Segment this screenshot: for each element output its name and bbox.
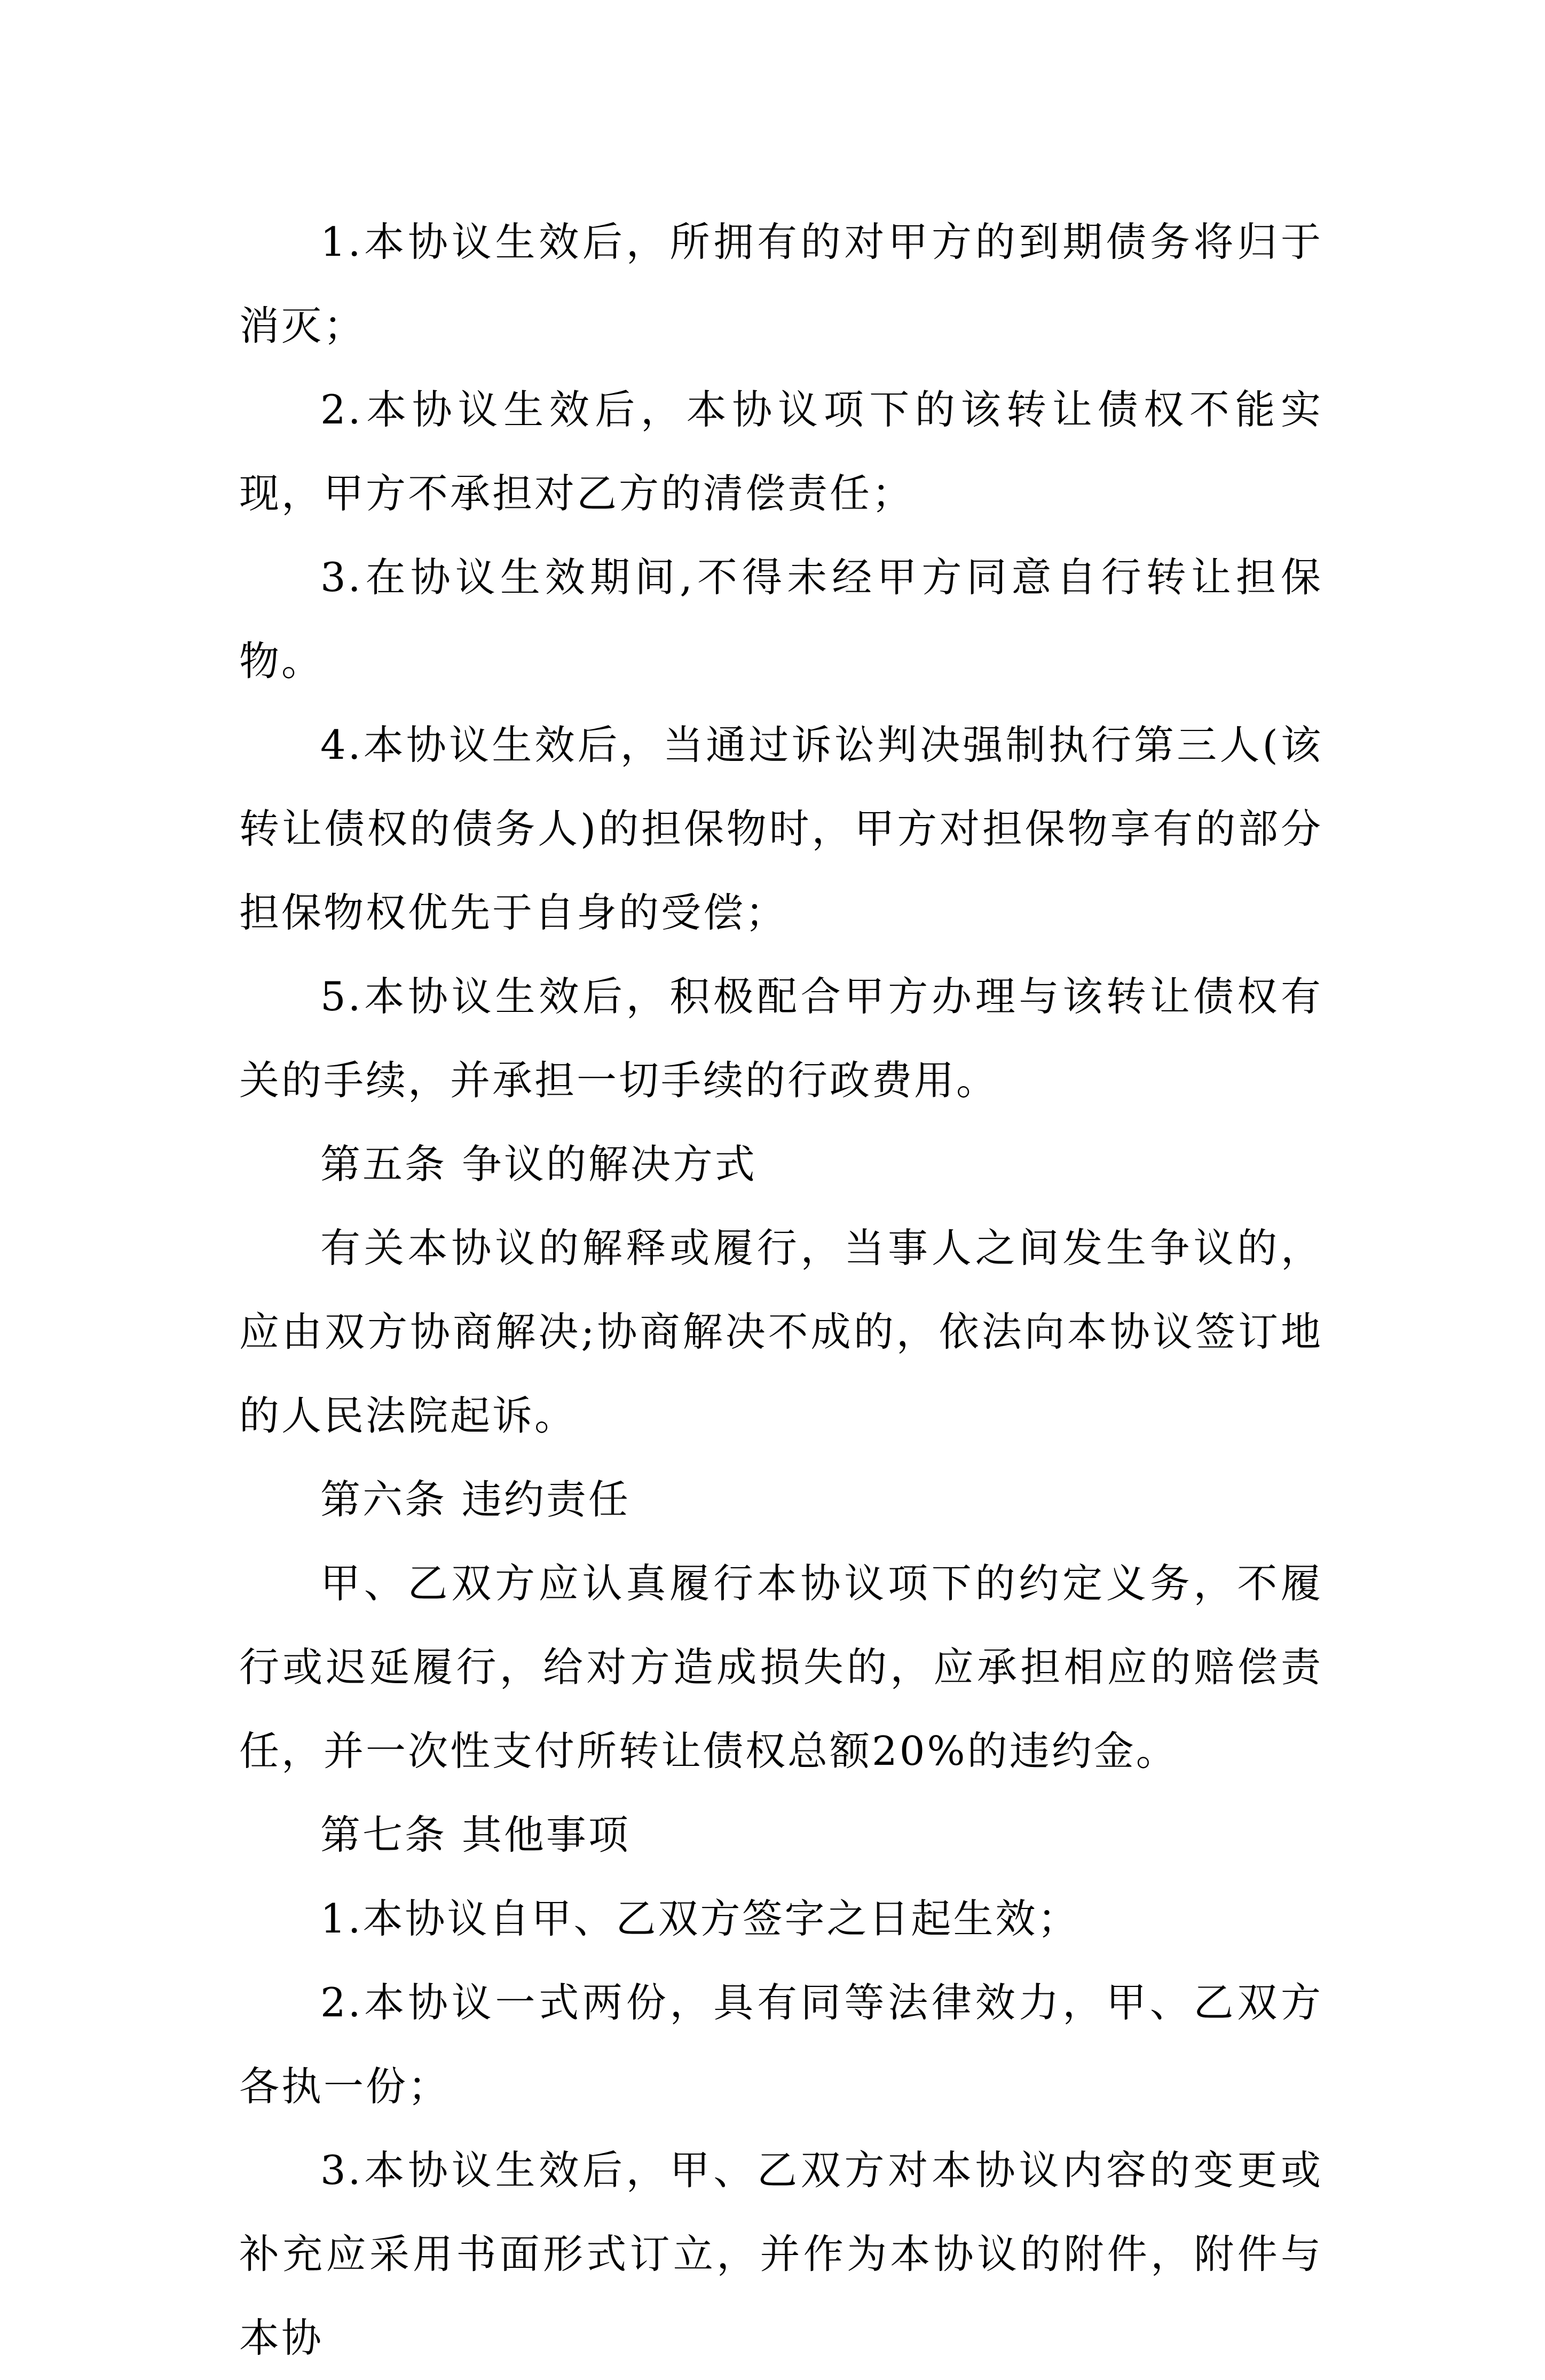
article-heading: 第五条 争议的解决方式 [320,1141,757,1188]
clause-paragraph: 5.本协议生效后，积极配合甲方办理与该转让债权有关的手续，并承担一切手续的行政费用。 [239,973,1323,1104]
clause-paragraph: 3.在协议生效期间,不得未经甲方同意自行转让担保物。 [239,554,1323,685]
clause-paragraph: 4.本协议生效后，当通过诉讼判决强制执行第三人(该转让债权的债务人)的担保物时，甲方对担保物享有的部分担保物权优先于自身的受偿； [239,721,1323,936]
clause-paragraph: 2.本协议一式两份，具有同等法律效力，甲、乙双方各执一份； [239,1979,1323,2110]
clause-paragraph: 1.本协议自甲、乙双方签字之日起生效； [320,1895,1080,1942]
clause-paragraph: 有关本协议的解释或履行，当事人之间发生争议的，应由双方协商解决;协商解决不成的，依法向本协议签订地的人民法院起诉。 [239,1224,1323,1439]
clause-paragraph: 3.本协议生效后，甲、乙双方对本协议内容的变更或补充应采用书面形式订立，并作为本协议的附件，附件与本协 [239,2147,1323,2361]
article-heading: 第六条 违约责任 [320,1476,630,1523]
clause-paragraph: 1.本协议生效后，所拥有的对甲方的到期债务将归于消灭； [239,218,1323,349]
clause-paragraph: 甲、乙双方应认真履行本协议项下的约定义务，不履行或迟延履行，给对方造成损失的，应承担相应的赔偿责任，并一次性支付所转让债权总额20%的违约金。 [239,1560,1323,1774]
clause-paragraph: 2.本协议生效后，本协议项下的该转让债权不能实现，甲方不承担对乙方的清偿责任； [239,386,1323,517]
document-body [239,200,1323,2380]
article-heading: 第七条 其他事项 [320,1811,630,1858]
